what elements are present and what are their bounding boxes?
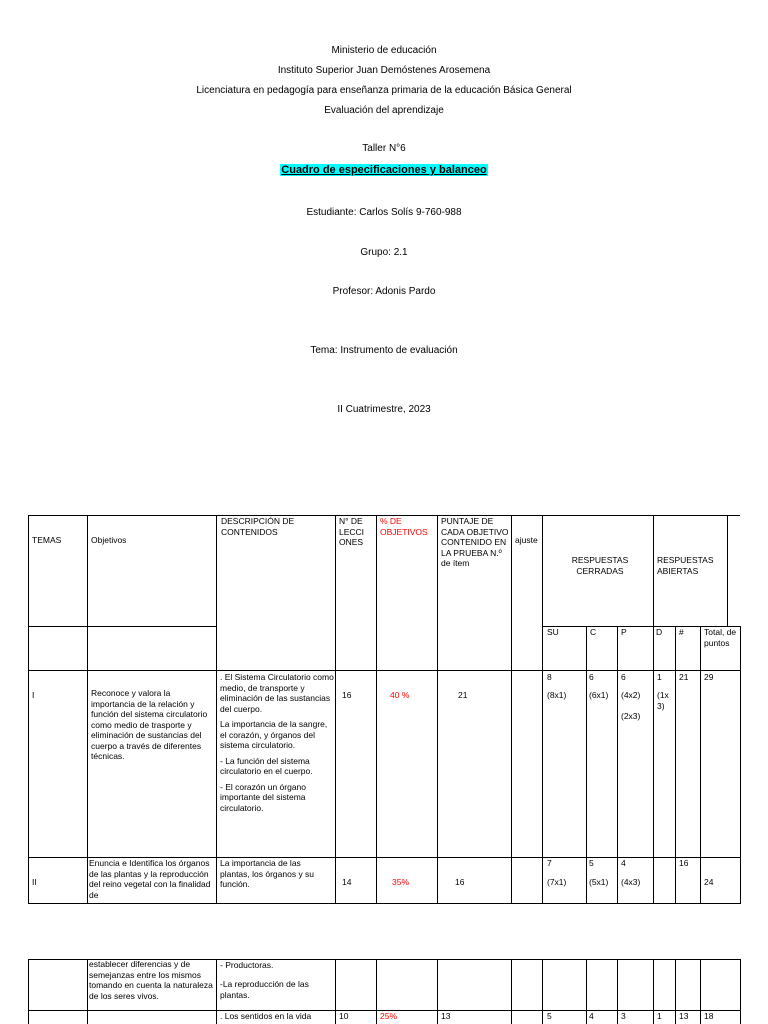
row1-desc-1: . El Sistema Circulatorio como medio, de transporte y eliminación de las sustancias del cuerpo. bbox=[220, 672, 334, 714]
row1-desc-3: - La función del sistema circulatorio en el cuerpo. bbox=[220, 755, 313, 776]
row3-pct: 25% bbox=[380, 1011, 398, 1021]
row2-puntaje: 16 bbox=[455, 877, 465, 887]
row1-objetivo: Reconoce y valora la importancia de la relación y función del sistema circulatorio como medio de trasporte y eliminación de sustancias del cuerpo a través de diferentes técnicas. bbox=[91, 688, 208, 761]
header-puntaje: PUNTAJE DE CADA OBJETIVO CONTENIDO EN LA PRUEBA N.º de ítem bbox=[441, 516, 509, 568]
header-temas: TEMAS bbox=[32, 535, 62, 545]
row1-c-b: (6x1) bbox=[589, 690, 609, 700]
row1-p-a: 6 bbox=[621, 672, 626, 682]
row2-cont-desc-b: -La reproducción de las plantas. bbox=[220, 979, 309, 1000]
row1-c-a: 6 bbox=[589, 672, 594, 682]
row1-p-c: (2x3) bbox=[621, 711, 641, 721]
row1-descripcion bbox=[220, 672, 334, 818]
row2-c-a: 5 bbox=[589, 858, 594, 868]
row2-cont-desc-a: - Productoras. bbox=[220, 960, 274, 970]
row1-pct: 40 % bbox=[390, 690, 410, 700]
row1-su-b: (8x1) bbox=[547, 690, 567, 700]
header-lecciones: N° DE LECCI ONES bbox=[339, 516, 365, 547]
row3-descripcion: . Los sentidos en la vida bbox=[220, 1011, 312, 1021]
row2-cont-objetivo: establecer diferencias y de semejanzas entre los mismos tomando en cuenta la naturaleza de los seres vivos. bbox=[89, 959, 213, 1001]
header-d: D bbox=[656, 627, 663, 637]
header-respuestas-abiertas: RESPUESTAS ABIERTAS bbox=[657, 555, 714, 576]
header-p: P bbox=[621, 627, 627, 637]
row3-su: 5 bbox=[547, 1011, 552, 1021]
group: Grupo: 2.1 bbox=[360, 247, 408, 258]
row2-hash: 16 bbox=[679, 858, 689, 868]
row3-c: 4 bbox=[589, 1011, 594, 1021]
row1-su-a: 8 bbox=[547, 672, 552, 682]
row2-descripcion: La importancia de las plantas, los órganos y su función. bbox=[220, 858, 315, 889]
row2-objetivo: Enuncia e Identifica los órganos de las plantas y la reproducción del reino vegetal con la finalidad de bbox=[89, 858, 211, 900]
row1-hash: 21 bbox=[679, 672, 689, 682]
row1-desc-4: - El corazón un órgano importante del sistema circulatorio. bbox=[220, 781, 306, 813]
workshop: Taller N°6 bbox=[362, 143, 406, 154]
institute: Instituto Superior Juan Demóstenes Arosemena bbox=[277, 65, 491, 76]
term: II Cuatrimestre, 2023 bbox=[337, 404, 431, 415]
row1-tema: I bbox=[32, 690, 35, 700]
header-descripcion: DESCRIPCIÓN DE CONTENIDOS bbox=[221, 516, 295, 537]
row3-d: 1 bbox=[657, 1011, 662, 1021]
row2-c-b: (5x1) bbox=[589, 877, 609, 887]
header-respuestas-cerradas: RESPUESTAS CERRADAS bbox=[571, 555, 629, 576]
doc-title-wrap bbox=[0, 164, 768, 177]
header-c: C bbox=[590, 627, 597, 637]
header-hash: # bbox=[679, 627, 684, 637]
row2-su-a: 7 bbox=[547, 858, 552, 868]
row1-p-b: (4x2) bbox=[621, 690, 641, 700]
row3-p: 3 bbox=[621, 1011, 626, 1021]
row1-desc-2: La importancia de la sangre, el corazón, y órganos del sistema circulatorio. bbox=[220, 719, 328, 750]
row2-p-b: (4x3) bbox=[621, 877, 641, 887]
row1-puntaje: 21 bbox=[458, 690, 468, 700]
ministry: Ministerio de educación bbox=[331, 45, 437, 56]
row1-lecciones: 16 bbox=[342, 690, 352, 700]
row3-hash: 13 bbox=[679, 1011, 689, 1021]
degree: Licenciatura en pedagogía para enseñanza primaria de la educación Básica General bbox=[196, 85, 572, 96]
row2-su-b: (7x1) bbox=[547, 877, 567, 887]
row2-pct: 35% bbox=[392, 877, 410, 887]
header-ajuste: ajuste bbox=[515, 535, 538, 545]
header-objetivos: Objetivos bbox=[91, 535, 127, 545]
row2-p-a: 4 bbox=[621, 858, 626, 868]
row1-total: 29 bbox=[704, 672, 714, 682]
header-pct-objetivos: % DE OBJETIVOS bbox=[380, 516, 428, 537]
doc-title: Cuadro de especificaciones y balanceo bbox=[281, 164, 487, 176]
row2-tema: II bbox=[32, 877, 37, 887]
row1-d-b: (1x 3) bbox=[657, 690, 669, 711]
row3-lecciones: 10 bbox=[339, 1011, 349, 1021]
header-total: Total, de puntos bbox=[704, 627, 737, 648]
row1-d-a: 1 bbox=[657, 672, 662, 682]
row2-lecciones: 14 bbox=[342, 877, 352, 887]
header-su: SU bbox=[547, 627, 559, 637]
topic: Tema: Instrumento de evaluación bbox=[310, 345, 458, 356]
row2-total: 24 bbox=[704, 877, 714, 887]
row3-total: 18 bbox=[704, 1011, 714, 1021]
student: Estudiante: Carlos Solís 9-760-988 bbox=[306, 207, 462, 218]
course: Evaluación del aprendizaje bbox=[324, 105, 444, 116]
row3-puntaje: 13 bbox=[441, 1011, 451, 1021]
professor: Profesor: Adonis Pardo bbox=[332, 286, 436, 297]
